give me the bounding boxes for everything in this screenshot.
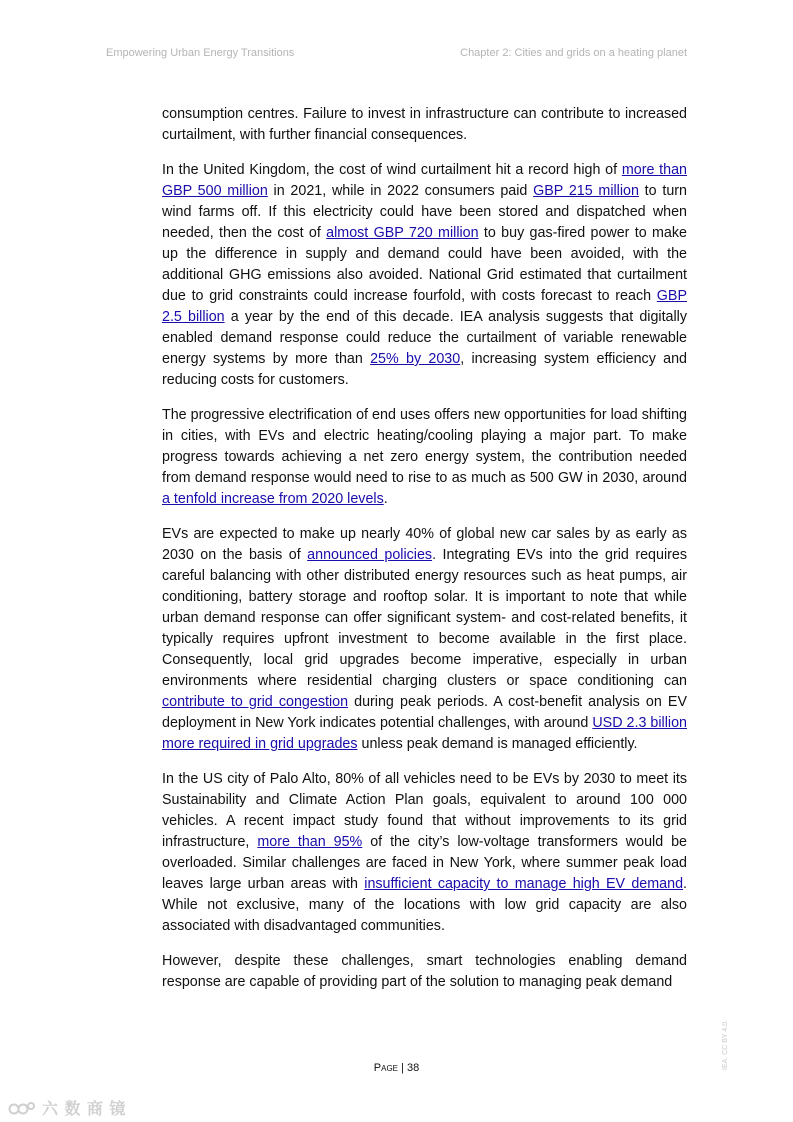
body-text: EVs are expected to make up nearly 40% of global new car sales by as early as 2030 on the basis of — [162, 526, 687, 563]
body-text: to turn wind farms off. If this electricity could have been stored and dispatched when needed, then the cost of — [162, 183, 687, 241]
body-text: , increasing system efficiency and reducing costs for customers. — [162, 351, 687, 388]
running-header-chapter: Chapter 2: Cities and grids on a heating planet — [460, 47, 687, 59]
body-text: . Integrating EVs into the grid requires careful balancing with other distributed energy resources such as heat pumps, air conditioning, battery storage and rooftop solar. It is important to note that while urban demand response can offer significant system- and cost-related benefits, it typically requires upfront investment to become available in the first place. Consequently, local grid upgrades become imperative, especially in urban environments where residential charging clusters or space conditioning can — [162, 547, 687, 689]
page-separator: | — [401, 1062, 404, 1074]
inline-link[interactable]: contribute to grid congestion — [162, 694, 349, 710]
body-text: However, despite these challenges, smart technologies enabling demand response are capable of providing part of the solution to managing peak demand — [162, 953, 687, 990]
paragraph — [162, 405, 687, 510]
inline-link[interactable]: almost GBP 720 million — [326, 225, 479, 241]
body-text: during peak periods. A cost-benefit analysis on EV deployment in New York indicates potential challenges, with around — [162, 694, 687, 731]
inline-link[interactable]: insufficient capacity to manage high EV demand — [364, 876, 684, 892]
inline-link[interactable]: more than GBP 500 million — [162, 162, 687, 199]
license-note: IEA. CC BY 4.0. — [722, 1019, 729, 1070]
body-text: unless peak demand is managed efficiently. — [357, 736, 638, 752]
inline-link[interactable]: 25% by 2030 — [370, 351, 461, 367]
paragraph — [162, 524, 687, 755]
body-text: In the United Kingdom, the cost of wind curtailment hit a record high of — [162, 162, 622, 178]
inline-link[interactable]: USD 2.3 billion more required in grid upgrades — [162, 715, 687, 752]
body-text: of the city’s low-voltage transformers would be overloaded. Similar challenges are faced in New York, where summer peak load leaves large urban areas with — [162, 834, 687, 892]
paragraph — [162, 104, 687, 146]
watermark-logo-icon — [8, 1100, 36, 1116]
paragraph — [162, 160, 687, 391]
page-label: Page — [373, 1062, 398, 1074]
body-text: to buy gas-fired power to make up the difference in supply and demand could have been avoided, with the additional GHG emissions also avoided. National Grid estimated that curtailment due to grid constraints could increase fourfold, with costs forecast to reach — [162, 225, 687, 304]
body-text: a year by the end of this decade. IEA analysis suggests that digitally enabled demand response could reduce the curtailment of variable renewable energy systems by more than — [162, 309, 688, 367]
body-text: consumption centres. Failure to invest in infrastructure can contribute to increased curtailment, with further financial consequences. — [162, 106, 687, 143]
watermark — [8, 1096, 126, 1119]
inline-link[interactable]: a tenfold increase from 2020 levels — [162, 491, 384, 507]
paragraph — [162, 769, 687, 937]
document-body — [162, 104, 687, 1007]
body-text: . While not exclusive, many of the locations with low grid capacity are also associated with disadvantaged communities. — [162, 876, 687, 934]
body-text: The progressive electrification of end uses offers new opportunities for load shifting in cities, with EVs and electric heating/cooling playing a major part. To make progress towards achieving a net zero energy system, the contribution needed from demand response would need to rise to as much as 500 GW in 2030, around — [162, 407, 687, 486]
watermark-text: 六 数 商 镜 — [42, 1101, 127, 1118]
paragraph — [162, 951, 687, 993]
inline-link[interactable]: announced policies — [307, 547, 433, 563]
body-text: . — [383, 491, 388, 507]
inline-link[interactable]: GBP 215 million — [533, 183, 639, 199]
page-footer — [0, 1062, 793, 1074]
body-text: In the US city of Palo Alto, 80% of all vehicles need to be EVs by 2030 to meet its Sustainability and Climate Action Plan goals, equivalent to around 100 000 vehicles. A recent impact study found that without improvements to its grid infrastructure, — [162, 771, 687, 850]
page-number: 38 — [406, 1062, 420, 1074]
running-header-title: Empowering Urban Energy Transitions — [106, 47, 295, 59]
body-text: in 2021, while in 2022 consumers paid — [267, 183, 534, 199]
inline-link[interactable]: more than 95% — [257, 834, 363, 850]
inline-link[interactable]: GBP 2.5 billion — [162, 288, 687, 325]
